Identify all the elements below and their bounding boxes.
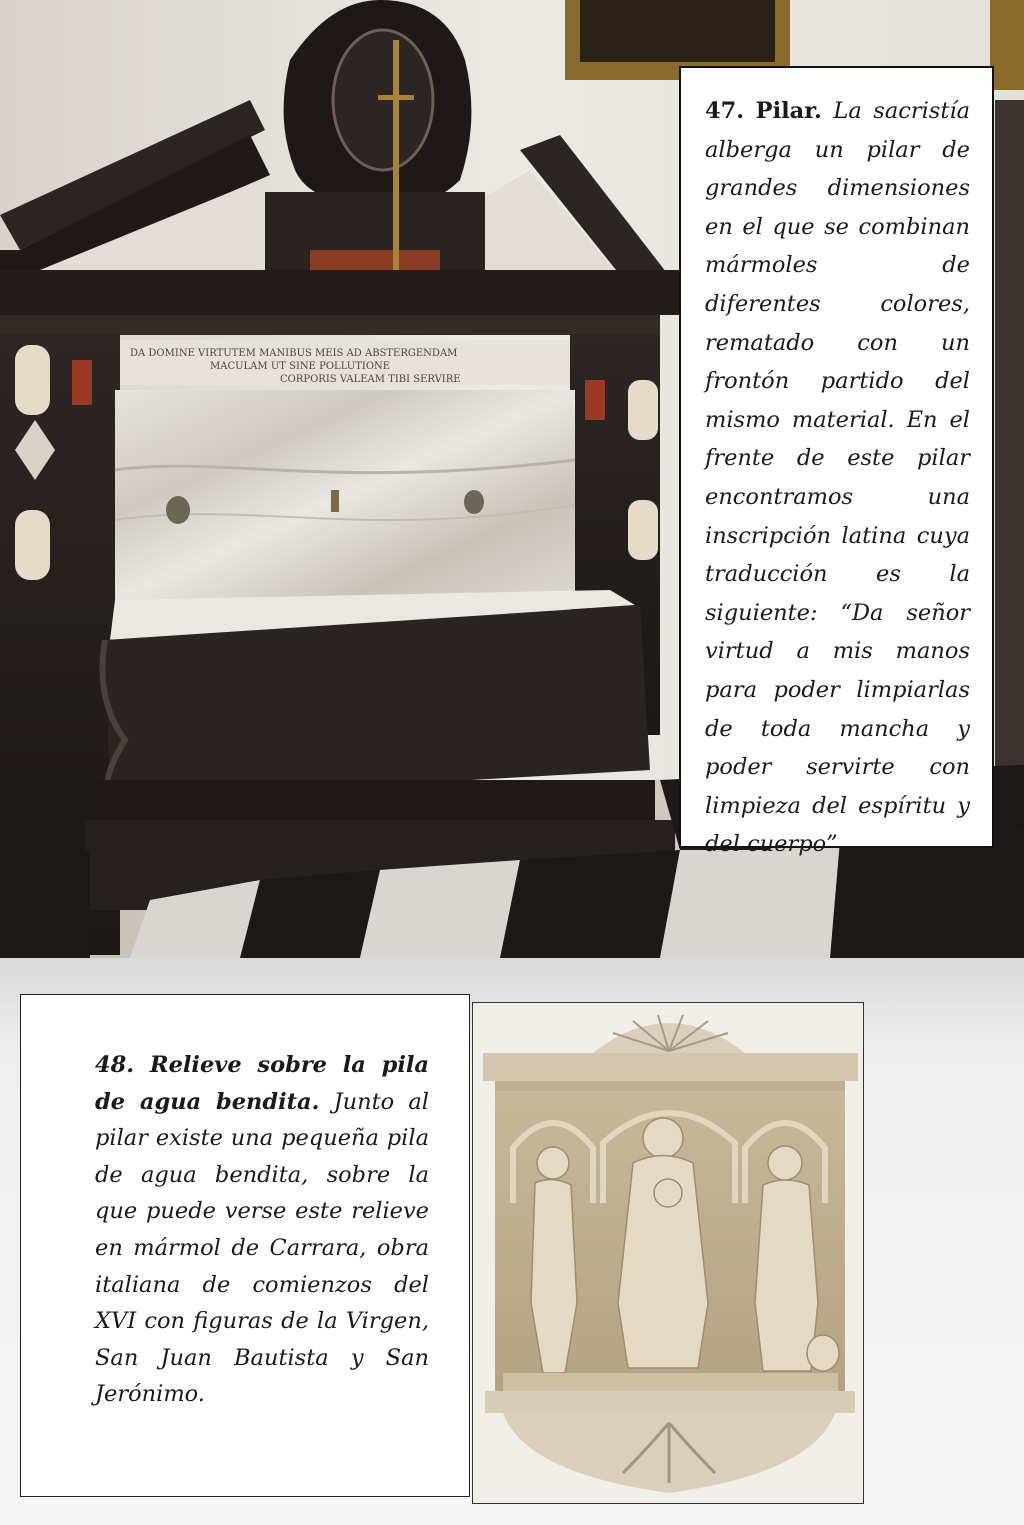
relieve-photo: [472, 1002, 864, 1504]
relieve-illustration: [473, 1003, 864, 1504]
caption-47-number: 47.: [705, 98, 745, 124]
caption-pilar: [679, 66, 994, 858]
caption-relieve: [20, 994, 470, 1497]
caption-47-body: La sacristía alberga un pilar de grandes dimensiones en el que se combinan mármoles de diferentes colores, rematado con un frontón partido del mismo material. En el frente de este pilar encontramos una inscripción latina cuya traducción es la siguiente: “Da señor virtud a mis manos para poder limpiarlas de toda mancha y poder servirte con limpieza del espíritu y del cuerpo”.: [705, 98, 970, 858]
pilar-inscription-line-2: MACULAM UT SINE POLLUTIONE: [210, 361, 391, 372]
caption-48-body: Junto al pilar existe una pequeña pila de agua bendita, sobre la que puede verse este relieve en mármol de Carrara, obra italiana de comienzos del XVI con figuras de la Virgen, San Juan Bautista y San Jerónimo.: [95, 1088, 429, 1408]
pilar-inscription-line-3: CORPORIS VALEAM TIBI SERVIRE: [280, 374, 461, 385]
pilar-inscription-line-1: DA DOMINE VIRTUTEM MANIBUS MEIS AD ABSTERGENDAM: [130, 348, 458, 359]
caption-47-title: Pilar.: [755, 98, 822, 124]
caption-48-heading: 48. Relieve sobre la pila de agua bendita.: [95, 1052, 429, 1115]
